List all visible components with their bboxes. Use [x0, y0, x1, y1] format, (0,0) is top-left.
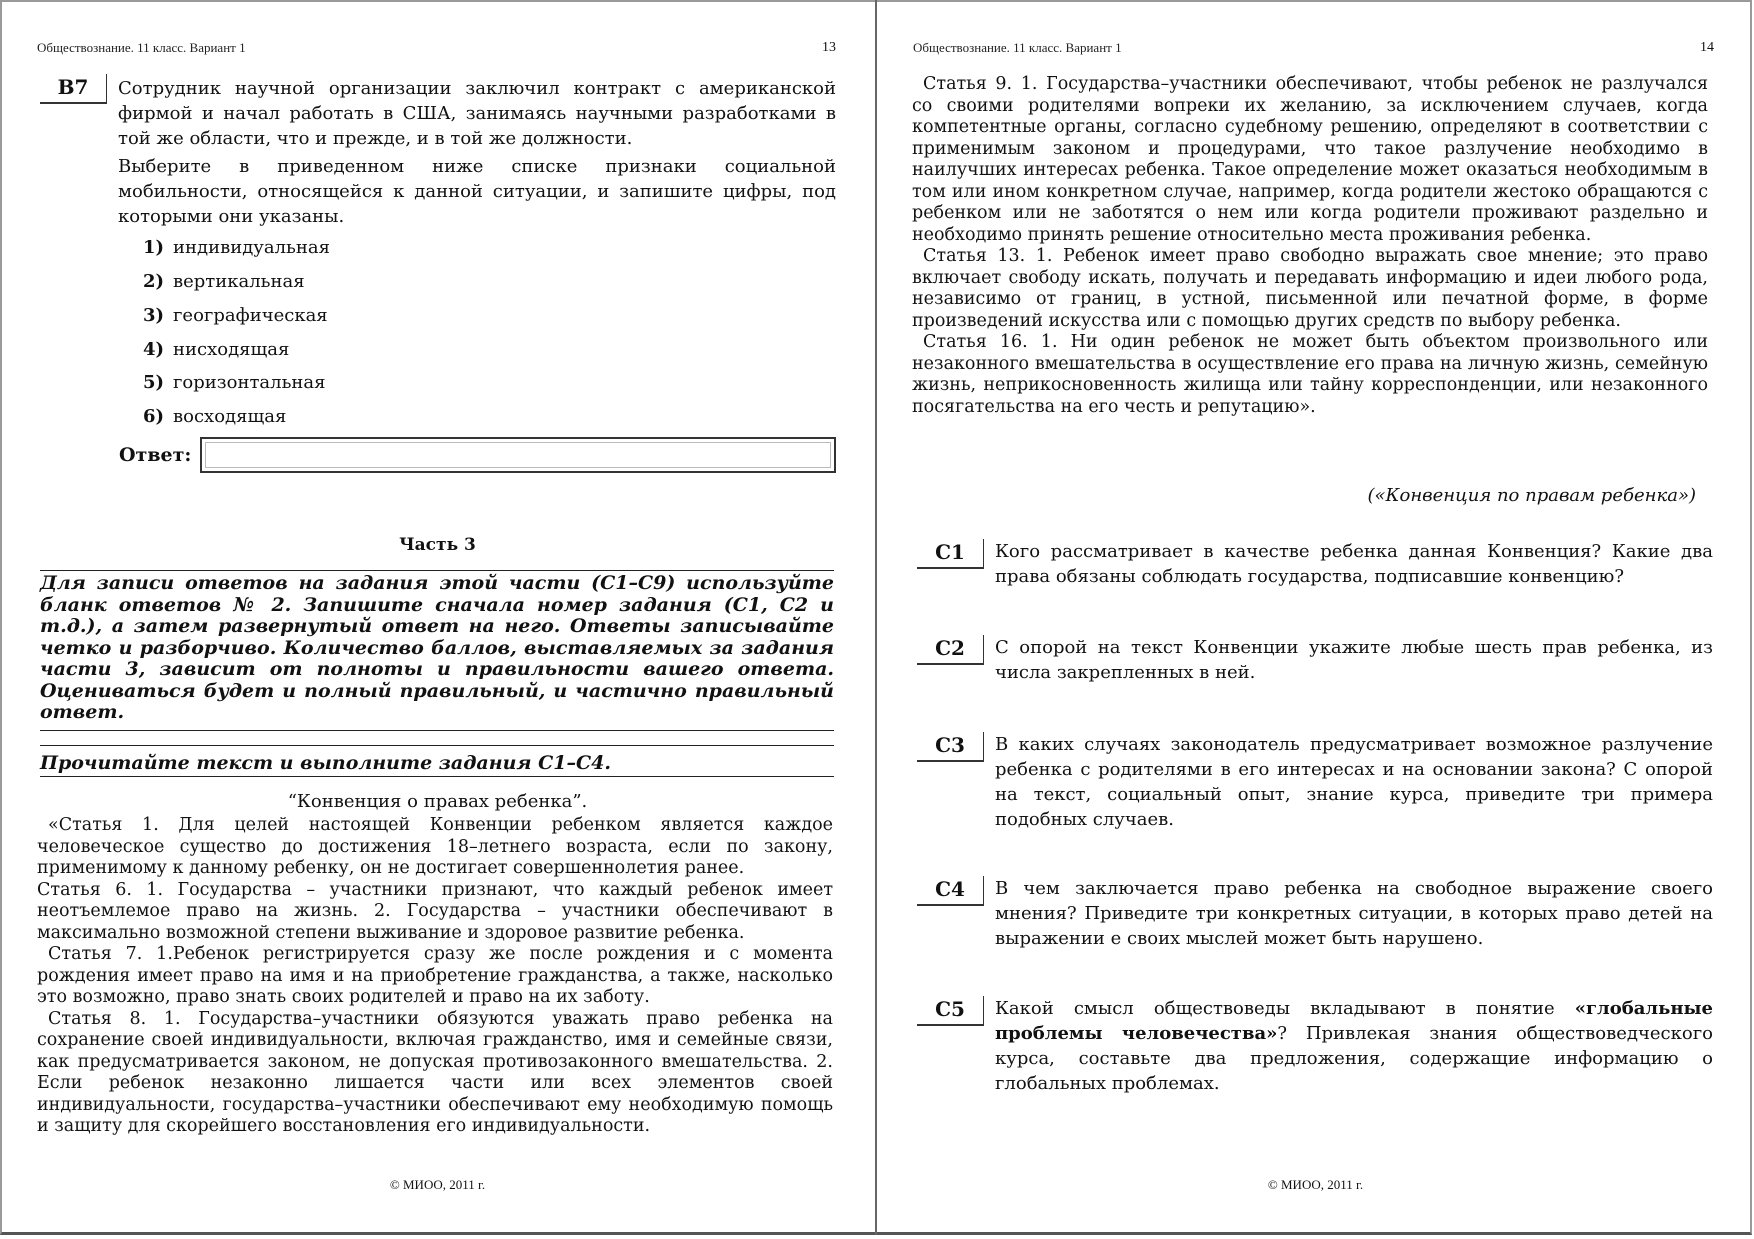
rule — [40, 776, 834, 777]
article-8: Статья 8. 1. Государства–участники обязуются уважать право ребенка на сохранение своей индивидуальности, включая гражданство, имя и семейные связи, как предусматривается законом, не допуская противозаконного вмешательства. 2. Если ребенок незаконно лишается части или всех элементов своей индивидуальности, государства–участники обеспечивают ему необходимую помощь и защиту для скорейшего восстановления его индивидуальности. — [37, 1008, 833, 1136]
running-head: Обществознание. 11 класс. Вариант 1 — [913, 40, 1122, 55]
option-number: 2) — [143, 271, 165, 292]
article-1: «Статья 1. Для целей настоящей Конвенции ребенком является каждое человеческое существо до достижения 18–летнего возраста, если по закону, применимому к данному ребенку, он не достигает совершеннолетия ранее. — [37, 815, 833, 878]
task-text: Кого рассматривает в качестве ребенка данная Конвенция? Какие два права обязаны соблюдать государства, подписавшие конвенцию? — [995, 541, 1713, 587]
answer-field-inner — [205, 442, 831, 468]
convention-text — [912, 74, 1708, 418]
part-title: Часть 3 — [399, 535, 476, 555]
task-situation: Сотрудник научной организации заключил контракт с американской фирмой и начал работать в США, занимаясь научными разработками в той же области, что и прежде, и в той же должности. — [118, 78, 836, 149]
task-text: В чем заключается право ребенка на свободное выражение своего мнения? Приведите три конкретных ситуации, в которых право детей на выражении е своих мыслей может быть нарушено. — [995, 878, 1713, 949]
task-text: В каких случаях законодатель предусматривает возможное разлучение ребенка с родителями в его интересах и на основании закона? С опорой на текст, социальный опыт, знание курса, приведите три примера подобных случаев. — [995, 734, 1713, 830]
key-term: «глобальные проблемы человечества» — [995, 998, 1713, 1044]
task-label: B7 — [40, 74, 107, 104]
source-citation: («Конвенция по правам ребенка») — [1367, 485, 1696, 506]
option-text: вертикальная — [173, 271, 305, 292]
page-number: 13 — [822, 40, 836, 55]
option-number: 1) — [143, 237, 165, 258]
rule — [40, 745, 834, 746]
task-label: C4 — [917, 876, 984, 906]
option-2 — [143, 271, 305, 292]
task-text-start: Какой смысл обществоведы вкладывают в понятие — [995, 998, 1575, 1019]
part-instructions: Для записи ответов на задания этой части (С1–С9) используйте бланк ответов № 2. Запишите сначала номер задания (С1, С2 и т.д.), а затем развернутый ответ на него. Ответы записывайте четко и разборчиво. Количество баллов, выставляемых за задания части 3, зависит от полноты и правильности вашего ответа. Оцениваться будет и полный правильный, и частично правильный ответ. — [40, 572, 834, 723]
option-4 — [143, 339, 289, 360]
footer: © МИОО, 2011 г. — [389, 1177, 486, 1192]
option-number: 6) — [143, 406, 165, 427]
task-text — [118, 76, 836, 232]
article-9: Статья 9. 1. Государства–участники обеспечивают, чтобы ребенок не разлучался со своими родителями вопреки их желанию, за исключением случаев, когда компетентные органы, согласно судебному решению, определяют в соответствии с применимым законом и процедурами, что такое разлучение необходимо в наилучших интересах ребенка. Такое определение может оказаться необходимым в том или ином конкретном случае, например, когда родители жестоко обращаются с ребенком или не заботятся о нем или когда родители проживают раздельно и необходимо принять решение относительно места проживания ребенка. — [912, 74, 1708, 245]
task-text — [995, 996, 1713, 1096]
task-text: С опорой на текст Конвенции укажите любые шесть прав ребенка, из числа закрепленных в ней. — [995, 637, 1713, 683]
option-3 — [143, 305, 328, 326]
page-number: 14 — [1700, 40, 1714, 55]
option-6 — [143, 406, 286, 427]
rule — [40, 730, 834, 731]
option-1 — [143, 237, 330, 258]
task-label: C3 — [917, 732, 984, 762]
article-6: Статья 6. 1. Государства – участники признают, что каждый ребенок имеет неотъемлемое право на жизнь. 2. Государства – участники обеспечивают в максимально возможной степени выживание и здоровое развитие ребенка. — [37, 879, 833, 943]
convention-text — [37, 815, 833, 1138]
option-5 — [143, 372, 325, 393]
rule — [40, 570, 834, 571]
article-7: Статья 7. 1.Ребенок регистрируется сразу же после рождения и с момента рождения имеет право на имя и на приобретение гражданства, а также, насколько это возможно, право знать своих родителей и право на их заботу. — [37, 944, 833, 1007]
option-number: 5) — [143, 372, 165, 393]
task-text-end: ? Привлекая знания обществоведческого курса, составьте два предложения, содержащие информацию о глобальных проблемах. — [995, 1023, 1713, 1094]
article-16: Статья 16. 1. Ни один ребенок не может быть объектом произвольного или незаконного вмешательства в осуществление его права на личную жизнь, семейную жизнь, неприкосновенность жилища или тайну корреспонденции, или незаконного посягательства на его честь и репутацию». — [912, 332, 1708, 417]
task-question: Выберите в приведенном ниже списке признаки социальной мобильности, относящейся к данной ситуации, и запишите цифры, под которыми они указаны. — [118, 156, 836, 227]
answer-label: Ответ: — [119, 444, 192, 466]
option-text: географическая — [173, 305, 328, 326]
page-13 — [0, 0, 875, 1235]
answer-field[interactable] — [200, 437, 836, 473]
option-text: индивидуальная — [173, 237, 330, 258]
task-label: C1 — [917, 539, 984, 569]
article-13: Статья 13. 1. Ребенок имеет право свободно выражать свое мнение; это право включает свободу искать, получать и передавать информацию и идеи любого рода, независимо от границ, в устной, письменной или печатной форме, в форме произведений искусства или с помощью других средств по выбору ребенка. — [912, 246, 1708, 331]
read-instruction: Прочитайте текст и выполните задания С1–С4. — [40, 752, 611, 774]
task-label: C5 — [917, 996, 984, 1026]
option-number: 3) — [143, 305, 165, 326]
footer: © МИОО, 2011 г. — [1267, 1177, 1364, 1192]
convention-title: “Конвенция о правах ребенка”. — [287, 791, 588, 812]
option-number: 4) — [143, 339, 165, 360]
option-text: нисходящая — [173, 339, 290, 360]
running-head: Обществознание. 11 класс. Вариант 1 — [37, 40, 246, 55]
page-14 — [877, 0, 1754, 1235]
option-text: горизонтальная — [173, 372, 326, 393]
task-label: C2 — [917, 635, 984, 665]
option-text: восходящая — [173, 406, 287, 427]
